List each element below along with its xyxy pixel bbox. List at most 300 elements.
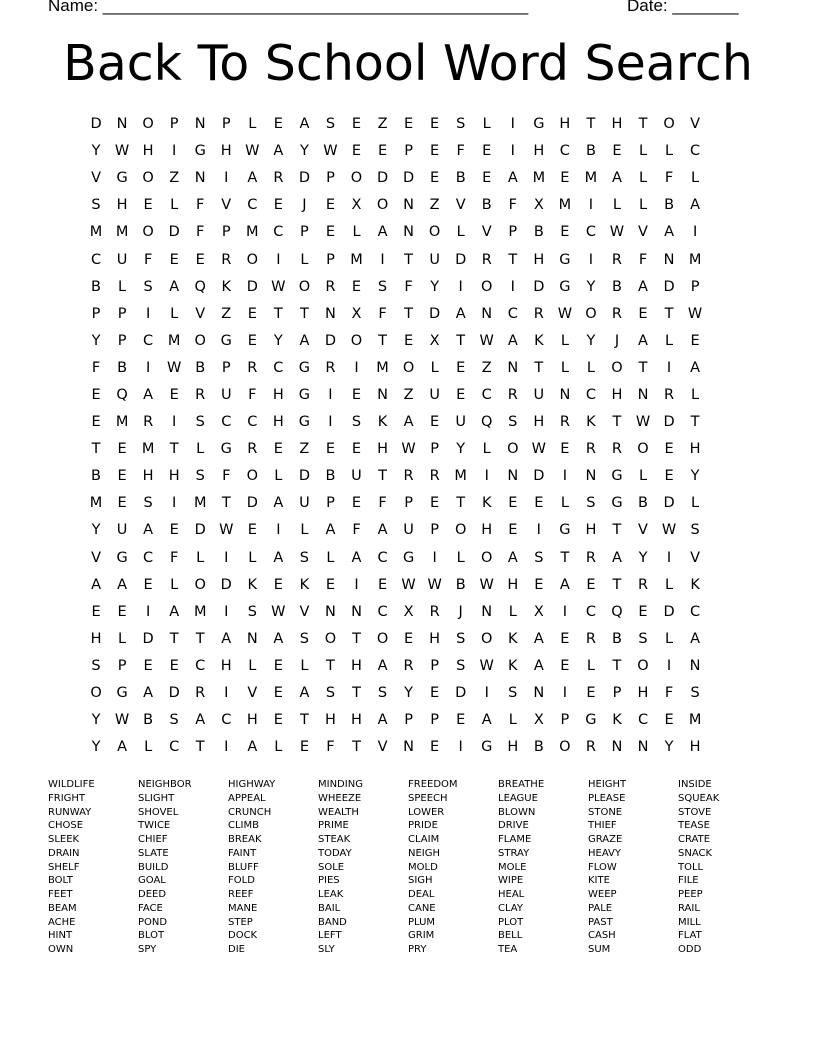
word-item: SHELF	[48, 861, 80, 873]
grid-letter: U	[116, 251, 128, 268]
grid-letter: T	[352, 685, 361, 702]
grid-letter: V	[247, 685, 258, 702]
word-item: PRIME	[318, 820, 349, 832]
grid-letter: H	[220, 143, 232, 160]
grid-letter: C	[690, 143, 701, 160]
word-item: ODD	[678, 944, 702, 955]
grid-letter: X	[403, 603, 414, 620]
grid-letter: L	[248, 657, 257, 674]
grid-letter: C	[637, 712, 649, 729]
grid-letter: C	[377, 603, 388, 620]
grid-letter: I	[510, 278, 515, 295]
grid-letter: L	[665, 630, 674, 647]
grid-letter: A	[117, 739, 128, 756]
grid-letter: L	[456, 549, 465, 566]
grid-letter: C	[221, 414, 232, 431]
grid-letter: T	[299, 712, 309, 729]
grid-letter: E	[430, 170, 440, 187]
grid-letter: P	[221, 116, 231, 133]
grid-letter: P	[430, 522, 439, 539]
grid-letter: S	[586, 495, 596, 512]
grid-letter: I	[458, 739, 463, 756]
grid-letter: Y	[638, 549, 648, 566]
word-item: PEEP	[678, 889, 703, 900]
grid-letter: C	[247, 414, 258, 431]
grid-letter: B	[195, 359, 206, 376]
grid-letter: E	[664, 441, 674, 458]
grid-letter: L	[274, 468, 283, 485]
grid-letter: L	[300, 251, 309, 268]
grid-letter: L	[665, 576, 674, 593]
grid-letter: I	[172, 143, 177, 160]
grid-letter: H	[559, 116, 571, 133]
word-item: CASH	[588, 930, 616, 942]
grid-letter: L	[560, 332, 569, 349]
grid-letter: W	[557, 305, 573, 322]
grid-letter: G	[116, 170, 128, 187]
grid-letter: A	[273, 630, 284, 647]
word-item: BAND	[318, 916, 347, 928]
grid-letter: X	[429, 332, 440, 349]
grid-letter: K	[508, 657, 518, 674]
grid-letter: H	[351, 712, 362, 729]
grid-letter: S	[169, 712, 179, 729]
letter-grid	[83, 111, 708, 761]
word-item: MOLE	[498, 861, 527, 873]
grid-letter: L	[638, 468, 648, 485]
grid-letter: D	[663, 495, 675, 512]
grid-letter: G	[298, 386, 311, 403]
word-item: CLAIM	[408, 834, 440, 845]
grid-letter: E	[560, 441, 570, 458]
grid-letter: O	[376, 630, 389, 647]
word-item: SUM	[588, 944, 611, 955]
grid-letter: A	[377, 712, 388, 729]
grid-letter: F	[169, 549, 179, 566]
grid-letter: M	[688, 251, 702, 268]
grid-letter: L	[456, 224, 465, 241]
grid-letter: H	[142, 143, 154, 160]
word-item: FREEDOM	[408, 779, 458, 790]
grid-letter: G	[220, 332, 232, 349]
grid-letter: H	[611, 386, 623, 403]
grid-letter: K	[508, 630, 518, 647]
grid-letter: W	[271, 603, 286, 620]
grid-letter: N	[559, 386, 571, 403]
grid-letter: O	[194, 576, 206, 593]
grid-letter: B	[611, 630, 622, 647]
grid-letter: A	[507, 170, 518, 187]
grid-letter: F	[143, 251, 153, 268]
grid-letter: A	[612, 549, 622, 566]
grid-letter: R	[247, 359, 258, 376]
grid-letter: L	[586, 657, 595, 674]
word-item: HINT	[48, 930, 73, 942]
grid-letter: D	[403, 170, 415, 187]
word-item: STEAK	[318, 834, 351, 845]
grid-letter: C	[221, 712, 232, 729]
grid-letter: P	[430, 441, 439, 458]
grid-letter: H	[533, 414, 545, 431]
grid-letter: E	[299, 739, 309, 756]
grid-letter: T	[273, 305, 283, 322]
word-item: BREATHE	[498, 779, 545, 790]
word-item: LOWER	[408, 806, 445, 818]
grid-letter: O	[428, 224, 441, 241]
word-item: HEIGHT	[588, 779, 627, 790]
grid-letter: M	[584, 170, 598, 187]
grid-letter: Y	[404, 685, 414, 702]
grid-letter: A	[143, 522, 154, 539]
word-item: LEFT	[318, 930, 342, 942]
word-item: MILL	[678, 916, 701, 928]
grid-letter: E	[273, 685, 283, 702]
grid-letter: N	[351, 603, 362, 620]
grid-letter: I	[172, 495, 177, 512]
word-item: SLIGHT	[138, 792, 175, 804]
word-item: RUNWAY	[48, 806, 92, 818]
grid-letter: S	[534, 549, 544, 566]
grid-letter: E	[560, 170, 570, 187]
grid-letter: C	[247, 197, 258, 214]
grid-letter: O	[611, 359, 623, 376]
grid-letter: M	[141, 441, 155, 458]
grid-letter: A	[91, 576, 101, 593]
grid-letter: H	[585, 522, 597, 539]
grid-letter: A	[143, 685, 154, 702]
word-item: LEAGUE	[498, 792, 538, 804]
grid-letter: N	[377, 386, 388, 403]
grid-letter: U	[220, 386, 232, 403]
grid-letter: E	[404, 332, 414, 349]
grid-letter: I	[276, 251, 281, 268]
grid-letter: P	[326, 170, 335, 187]
grid-letter: S	[247, 603, 257, 620]
word-item: TOLL	[678, 861, 704, 873]
grid-letter: T	[378, 468, 387, 485]
grid-letter: E	[351, 116, 362, 133]
grid-letter: I	[172, 414, 177, 431]
grid-letter: E	[508, 522, 518, 539]
grid-letter: E	[690, 332, 700, 349]
word-item: CRUNCH	[228, 806, 272, 818]
word-item: PRY	[408, 944, 427, 955]
grid-letter: I	[458, 278, 463, 295]
grid-letter: H	[272, 386, 284, 403]
grid-letter: C	[273, 359, 284, 376]
word-item: WHEEZE	[318, 792, 362, 804]
grid-letter: E	[325, 197, 336, 214]
grid-letter: H	[90, 630, 102, 647]
grid-letter: W	[661, 522, 677, 539]
grid-letter: N	[403, 739, 415, 756]
grid-letter: E	[560, 657, 570, 674]
grid-letter: Y	[91, 143, 101, 160]
grid-letter: G	[402, 549, 415, 566]
grid-letter: D	[168, 685, 180, 702]
grid-row	[83, 653, 708, 680]
grid-letter: M	[89, 495, 103, 512]
grid-letter: U	[533, 386, 545, 403]
grid-row	[83, 165, 708, 192]
grid-letter: V	[91, 549, 101, 566]
grid-letter: V	[481, 224, 492, 241]
word-column	[678, 778, 768, 957]
grid-letter: T	[456, 332, 466, 349]
grid-letter: I	[276, 522, 281, 539]
grid-letter: D	[429, 305, 441, 322]
grid-letter: G	[116, 549, 128, 566]
grid-letter: E	[195, 251, 205, 268]
word-item: STOVE	[678, 806, 712, 818]
grid-letter: T	[612, 657, 622, 674]
grid-letter: Q	[481, 414, 493, 431]
name-field-label: Name: _____________________________________________	[48, 0, 529, 15]
grid-letter: S	[143, 278, 153, 295]
grid-letter: Y	[456, 441, 466, 458]
grid-letter: M	[167, 332, 181, 349]
grid-letter: Y	[690, 468, 700, 485]
grid-letter: A	[377, 657, 388, 674]
grid-letter: V	[91, 170, 101, 187]
grid-letter: P	[117, 332, 127, 349]
grid-letter: E	[456, 359, 466, 376]
grid-letter: L	[691, 386, 700, 403]
word-item: SNACK	[678, 847, 713, 859]
grid-letter: B	[664, 197, 675, 214]
grid-letter: O	[142, 224, 154, 241]
grid-letter: G	[611, 468, 623, 485]
word-item: PIES	[318, 875, 340, 887]
grid-letter: I	[484, 468, 489, 485]
grid-letter: M	[350, 251, 363, 268]
grid-letter: S	[143, 495, 153, 512]
grid-letter: E	[325, 441, 336, 458]
grid-letter: H	[142, 468, 154, 485]
grid-letter: C	[377, 549, 388, 566]
grid-letter: L	[665, 143, 674, 160]
grid-letter: P	[117, 657, 127, 674]
grid-letter: I	[145, 359, 151, 376]
grid-letter: L	[586, 359, 595, 376]
word-item: DIE	[228, 944, 245, 955]
grid-letter: O	[559, 739, 571, 756]
word-column	[228, 778, 318, 957]
grid-letter: R	[429, 603, 440, 620]
grid-letter: A	[481, 712, 492, 729]
grid-letter: I	[328, 414, 333, 431]
grid-letter: N	[533, 685, 545, 702]
grid-letter: O	[376, 197, 389, 214]
grid-letter: E	[482, 170, 492, 187]
word-item: FEET	[48, 889, 73, 900]
grid-letter: G	[481, 739, 493, 756]
grid-letter: B	[143, 712, 154, 729]
grid-letter: B	[638, 495, 648, 512]
grid-letter: Z	[299, 441, 310, 458]
word-item: THIEF	[588, 820, 617, 832]
grid-letter: T	[612, 522, 622, 539]
grid-letter: P	[508, 224, 518, 241]
grid-letter: W	[401, 441, 416, 458]
grid-letter: A	[455, 305, 466, 322]
word-item: FLAT	[678, 930, 702, 942]
grid-letter: S	[456, 116, 466, 133]
word-item: CHIEF	[138, 834, 168, 845]
grid-letter: Y	[430, 278, 440, 295]
word-item: PLEASE	[588, 792, 626, 804]
grid-letter: L	[326, 549, 335, 566]
grid-letter: I	[354, 576, 359, 593]
grid-letter: T	[690, 414, 700, 431]
grid-letter: P	[326, 495, 335, 512]
grid-letter: B	[91, 278, 101, 295]
word-item: FILE	[678, 875, 699, 887]
word-item: WILDLIFE	[48, 779, 95, 790]
grid-letter: M	[115, 224, 129, 241]
grid-letter: W	[479, 657, 494, 674]
grid-letter: K	[247, 576, 258, 593]
grid-letter: T	[378, 332, 387, 349]
grid-letter: K	[299, 576, 310, 593]
word-item: PLUM	[408, 916, 436, 928]
word-item: NEIGHBOR	[138, 779, 192, 790]
grid-letter: A	[299, 332, 310, 349]
grid-letter: E	[273, 441, 283, 458]
grid-letter: O	[90, 685, 102, 702]
grid-letter: L	[691, 495, 700, 512]
grid-letter: E	[247, 332, 257, 349]
grid-letter: E	[456, 386, 466, 403]
grid-letter: E	[638, 305, 648, 322]
grid-letter: T	[169, 630, 179, 647]
grid-letter: A	[221, 630, 232, 647]
word-item: CRATE	[678, 834, 711, 845]
grid-letter: V	[690, 549, 701, 566]
grid-letter: U	[429, 251, 440, 268]
word-item: PAST	[588, 916, 613, 928]
grid-letter: K	[690, 576, 700, 593]
grid-letter: P	[169, 116, 179, 133]
grid-letter: E	[377, 576, 388, 593]
grid-row	[83, 382, 708, 409]
grid-letter: V	[221, 197, 232, 214]
grid-letter: A	[299, 685, 310, 702]
grid-letter: P	[221, 359, 231, 376]
grid-letter: P	[430, 657, 439, 674]
grid-letter: G	[533, 116, 545, 133]
grid-letter: A	[690, 359, 701, 376]
grid-letter: P	[404, 495, 413, 512]
grid-letter: L	[508, 712, 517, 729]
grid-letter: T	[404, 251, 414, 268]
grid-letter: H	[689, 441, 701, 458]
grid-letter: R	[143, 414, 154, 431]
word-item: SIGH	[408, 875, 433, 887]
grid-row	[83, 517, 708, 544]
grid-letter: D	[663, 414, 675, 431]
word-item: FLOW	[588, 861, 617, 873]
grid-letter: E	[351, 143, 362, 160]
grid-letter: E	[664, 468, 674, 485]
grid-letter: C	[585, 603, 596, 620]
grid-letter: Y	[91, 332, 101, 349]
grid-letter: L	[144, 739, 153, 756]
grid-letter: H	[637, 685, 649, 702]
grid-row	[83, 463, 708, 490]
grid-letter: E	[117, 495, 127, 512]
grid-letter: H	[168, 468, 180, 485]
grid-letter: Z	[221, 305, 232, 322]
grid-letter: D	[455, 251, 467, 268]
grid-letter: H	[377, 441, 388, 458]
grid-letter: A	[690, 630, 701, 647]
grid-letter: V	[455, 197, 466, 214]
word-item: DEAL	[408, 889, 435, 900]
word-item: WEEP	[588, 889, 617, 900]
grid-letter: I	[224, 739, 229, 756]
grid-letter: X	[533, 197, 544, 214]
grid-letter: N	[689, 657, 701, 674]
grid-letter: K	[481, 495, 492, 512]
grid-letter: E	[143, 197, 153, 214]
grid-letter: B	[325, 468, 336, 485]
word-item: STRAY	[498, 847, 530, 859]
grid-letter: I	[666, 359, 672, 376]
grid-letter: V	[638, 522, 648, 539]
grid-letter: W	[687, 305, 703, 322]
grid-letter: U	[429, 386, 440, 403]
grid-letter: E	[117, 468, 127, 485]
grid-letter: L	[612, 197, 621, 214]
grid-letter: Z	[429, 197, 440, 214]
grid-letter: E	[534, 495, 544, 512]
grid-letter: H	[507, 739, 519, 756]
grid-letter: T	[221, 495, 231, 512]
grid-letter: B	[455, 170, 466, 187]
grid-letter: A	[169, 278, 180, 295]
grid-letter: V	[690, 116, 701, 133]
grid-row	[83, 274, 708, 301]
word-column	[138, 778, 228, 957]
grid-letter: A	[117, 576, 128, 593]
grid-letter: N	[585, 468, 597, 485]
grid-letter: Q	[611, 603, 623, 620]
grid-letter: O	[246, 468, 259, 485]
grid-letter: A	[273, 549, 284, 566]
grid-letter: F	[91, 359, 101, 376]
grid-letter: L	[300, 522, 309, 539]
grid-letter: F	[508, 197, 517, 214]
grid-letter: I	[145, 603, 151, 620]
grid-letter: P	[690, 278, 700, 295]
grid-letter: X	[533, 712, 544, 729]
grid-letter: E	[404, 630, 414, 647]
grid-letter: B	[91, 468, 101, 485]
grid-letter: S	[299, 549, 309, 566]
grid-letter: V	[638, 224, 648, 241]
grid-letter: A	[169, 603, 180, 620]
grid-letter: A	[247, 170, 258, 187]
grid-letter: N	[481, 305, 493, 322]
grid-letter: M	[376, 359, 389, 376]
grid-letter: G	[559, 522, 571, 539]
grid-letter: O	[194, 332, 206, 349]
grid-letter: Y	[91, 522, 101, 539]
grid-letter: I	[666, 657, 672, 674]
grid-letter: G	[194, 143, 206, 160]
grid-letter: R	[559, 414, 570, 431]
